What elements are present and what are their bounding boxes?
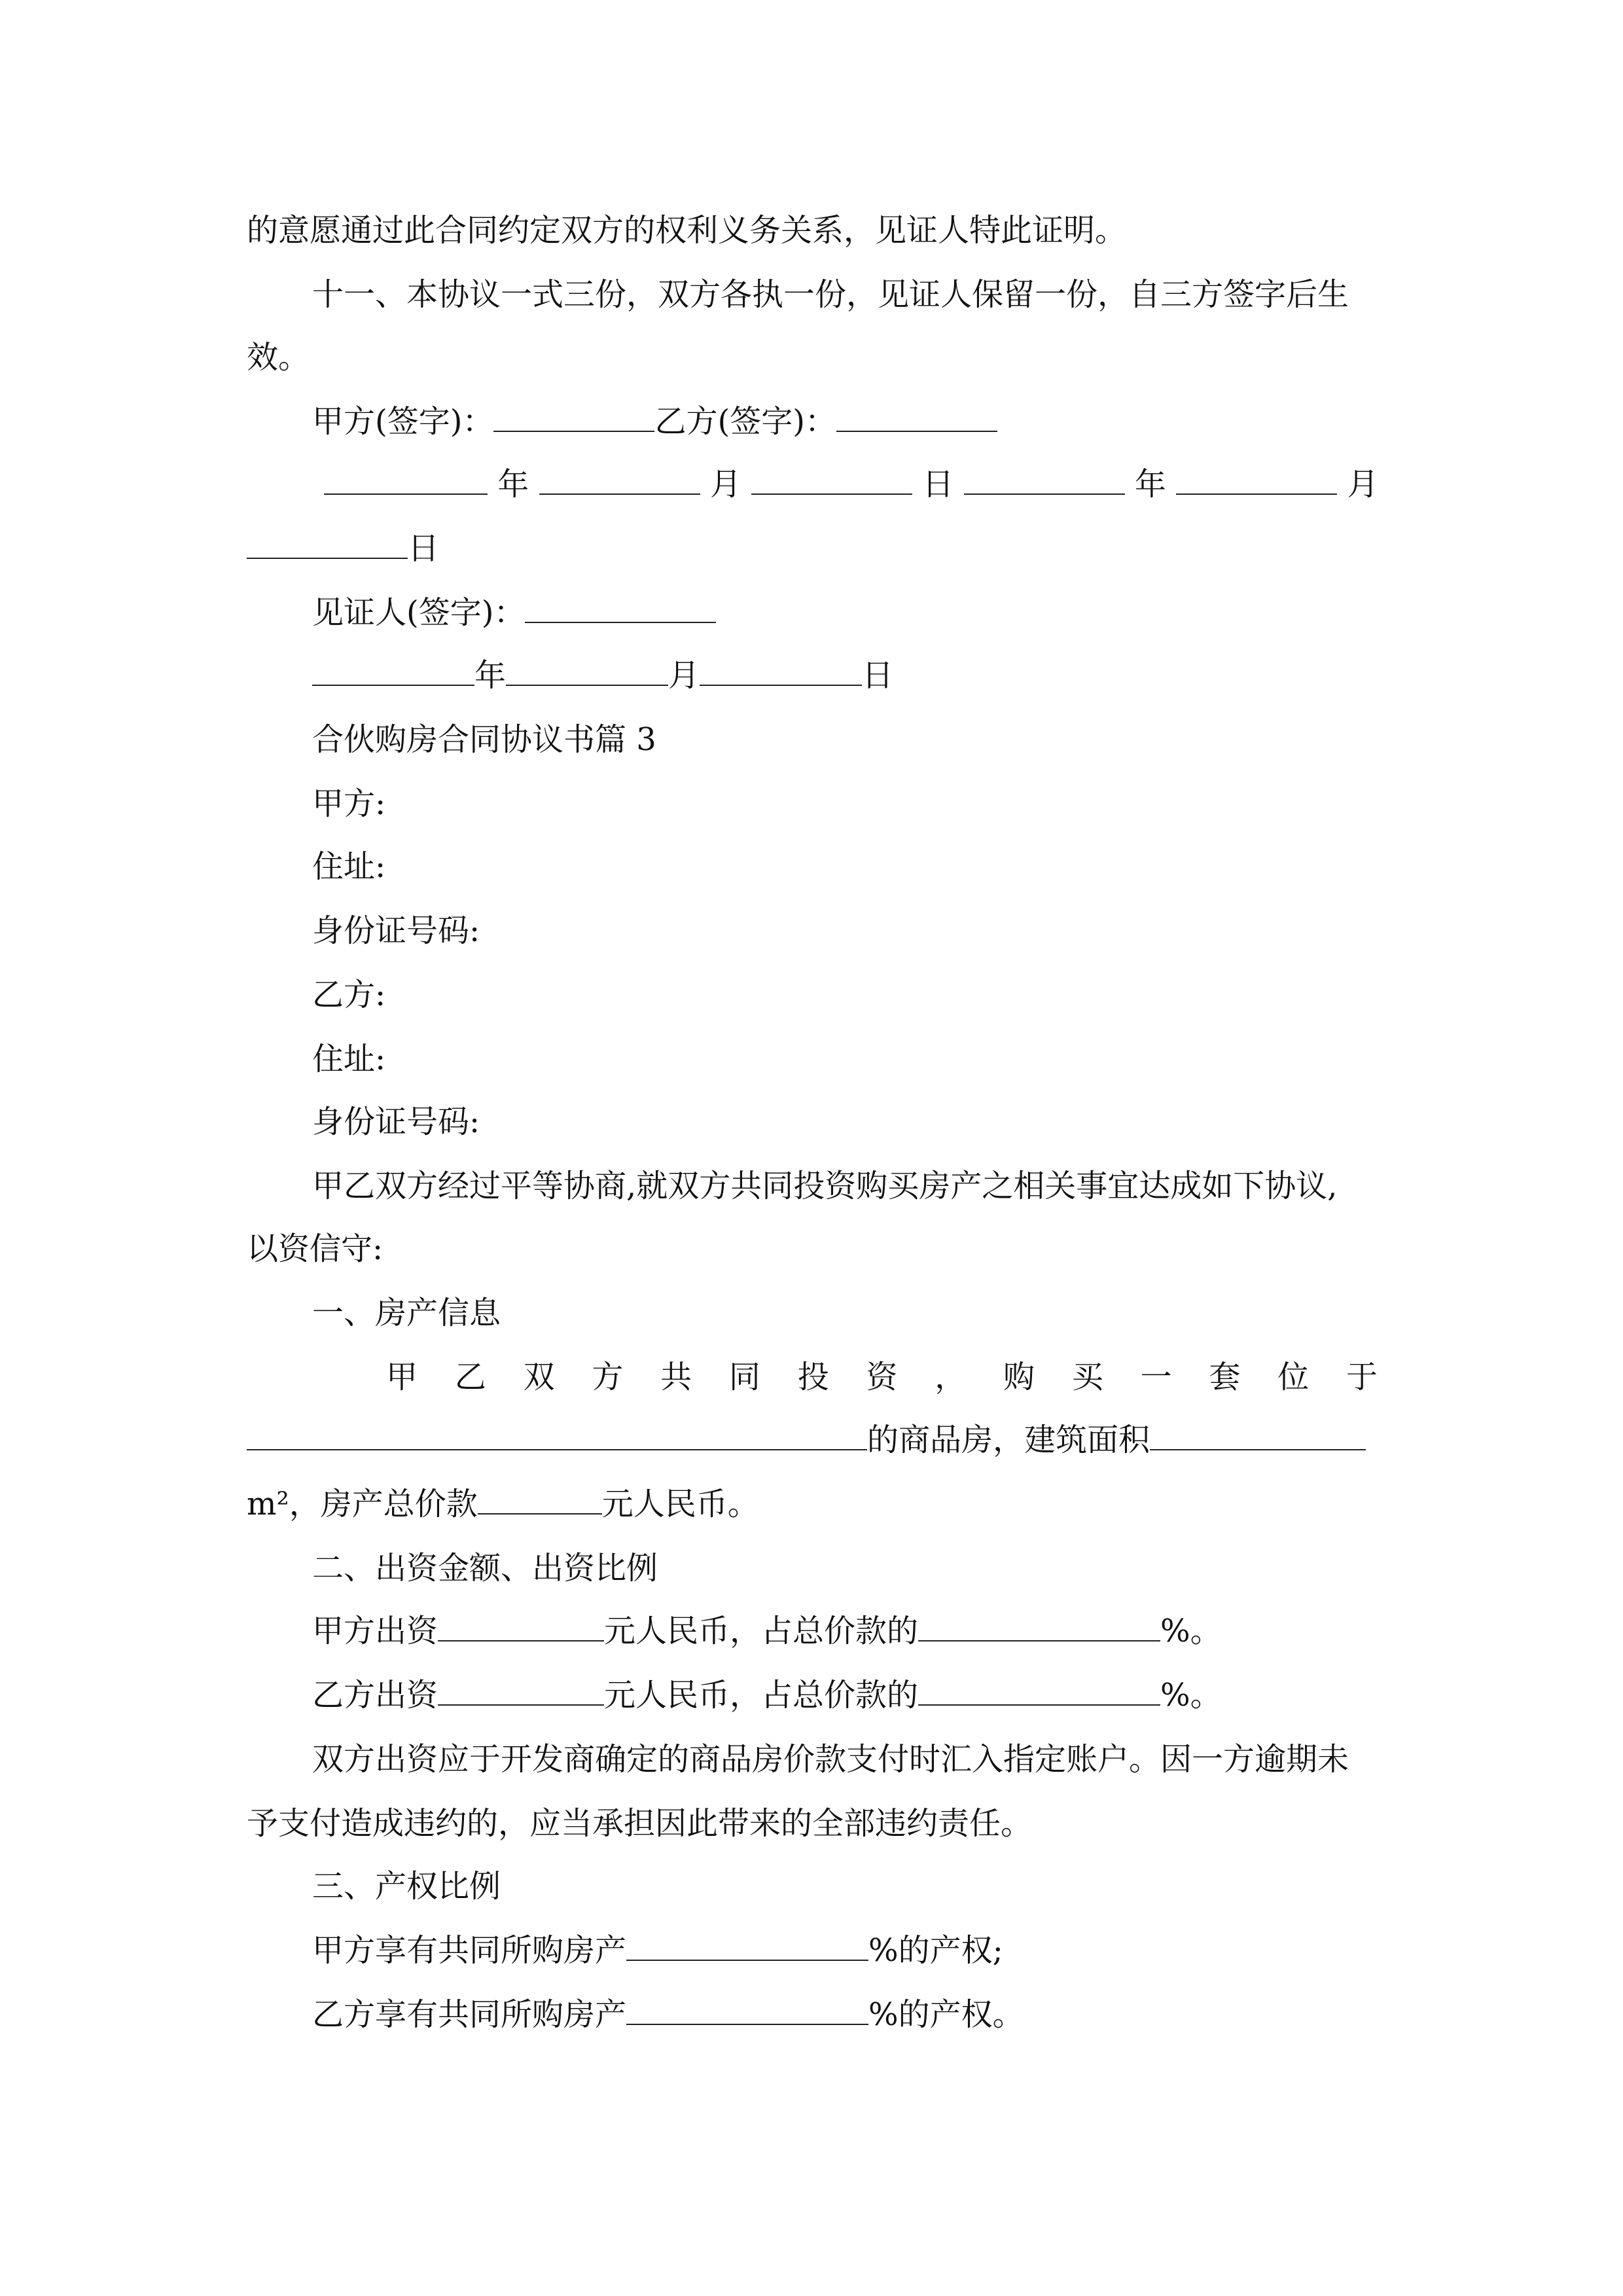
party-a-contribution-mid: 元人民币，占总价款的 bbox=[604, 1613, 919, 1649]
party-a-address-label: 住址: bbox=[312, 848, 386, 885]
clause-eleven-line2: 效。 bbox=[247, 339, 310, 376]
party-a-id-label: 身份证号码: bbox=[312, 912, 480, 949]
party-b-ownership-label: 乙方享有共同所购房产 bbox=[312, 1996, 627, 2033]
date-year-label: 年 bbox=[497, 466, 529, 503]
party-b-contribution-mid: 元人民币，占总价款的 bbox=[604, 1677, 919, 1713]
spread-char: 买 bbox=[1071, 1359, 1103, 1395]
date-year-blank-2[interactable] bbox=[964, 465, 1125, 495]
party-a-ownership-label: 甲方享有共同所购房产 bbox=[312, 1932, 627, 1969]
property-type-text: 的商品房，建筑面积 bbox=[867, 1422, 1150, 1458]
party-b-percent-end: %。 bbox=[1160, 1677, 1222, 1713]
spread-char: 于 bbox=[1346, 1359, 1378, 1395]
witness-day-label: 日 bbox=[862, 657, 894, 694]
party-b-id-label: 身份证号码: bbox=[312, 1103, 480, 1140]
witness-signature-blank[interactable] bbox=[525, 593, 716, 623]
party-b-signature-label: 乙方(签字)： bbox=[654, 403, 836, 440]
party-b-ownership-blank[interactable] bbox=[626, 1995, 868, 2025]
party-a-label: 甲方: bbox=[312, 785, 386, 822]
date-year-blank[interactable] bbox=[324, 465, 488, 495]
intro-line2: 以资信守: bbox=[247, 1230, 383, 1267]
date-day-blank-2[interactable] bbox=[247, 529, 408, 559]
property-price-line bbox=[247, 1484, 1379, 1524]
party-a-signature-label: 甲方(签字)： bbox=[312, 403, 494, 440]
spread-char: 甲 bbox=[386, 1359, 418, 1395]
witness-year-label: 年 bbox=[474, 657, 507, 694]
spread-char: ， bbox=[935, 1359, 967, 1395]
signature-row bbox=[312, 402, 1379, 441]
floor-area-blank[interactable] bbox=[1150, 1420, 1366, 1450]
spread-char: 购 bbox=[1003, 1359, 1035, 1395]
party-a-amount-blank[interactable] bbox=[438, 1611, 604, 1641]
price-currency-text: 元人民币。 bbox=[601, 1486, 759, 1522]
party-b-contribution-line bbox=[312, 1676, 1379, 1715]
party-a-ownership-blank[interactable] bbox=[626, 1931, 868, 1961]
party-a-contribution-label: 甲方出资 bbox=[312, 1613, 438, 1649]
total-price-blank[interactable] bbox=[478, 1484, 602, 1515]
date-month-blank-2[interactable] bbox=[1176, 465, 1337, 495]
party-a-percent-blank[interactable] bbox=[918, 1611, 1160, 1641]
spread-char: 同 bbox=[728, 1359, 760, 1395]
date-day-label: 日 bbox=[922, 466, 954, 503]
party-b-ownership-end: %的产权。 bbox=[868, 1996, 1024, 2033]
intro-line1: 甲乙双方经过平等协商,就双方共同投资购买房产之相关事宜达成如下协议, bbox=[312, 1168, 1338, 1204]
date-month-label-2: 月 bbox=[1347, 466, 1379, 503]
witness-day-blank[interactable] bbox=[700, 656, 862, 686]
section-2-title: 二、出资金额、出资比例 bbox=[312, 1550, 658, 1587]
party-a-ownership-end: %的产权; bbox=[868, 1932, 1003, 1969]
party-b-address-label: 住址: bbox=[312, 1041, 386, 1077]
party-b-amount-blank[interactable] bbox=[438, 1676, 604, 1706]
spread-char: 乙 bbox=[454, 1359, 486, 1395]
section-1-title: 一、房产信息 bbox=[312, 1295, 501, 1331]
spread-char: 投 bbox=[797, 1359, 829, 1395]
spread-char: 双 bbox=[523, 1359, 555, 1395]
paragraph-witness-intent: 的意愿通过此合同约定双方的权利义务关系，见证人特此证明。 bbox=[247, 212, 1127, 249]
signature-date-row-cont bbox=[247, 529, 1379, 568]
date-day-label-2: 日 bbox=[408, 530, 440, 567]
spread-char: 套 bbox=[1209, 1359, 1241, 1395]
payment-line2: 予支付造成违约的，应当承担因此带来的全部违约责任。 bbox=[247, 1805, 1033, 1842]
party-a-ownership-line bbox=[312, 1931, 1379, 1970]
spread-char: 共 bbox=[660, 1359, 692, 1395]
witness-signature-label: 见证人(签字)： bbox=[312, 594, 526, 631]
party-a-percent-end: %。 bbox=[1160, 1613, 1222, 1649]
witness-date-row bbox=[312, 656, 1379, 695]
party-b-contribution-label: 乙方出资 bbox=[312, 1677, 438, 1713]
witness-year-blank[interactable] bbox=[312, 656, 474, 686]
payment-line1: 双方出资应于开发商确定的商品房价款支付时汇入指定账户。因一方逾期未 bbox=[312, 1741, 1349, 1778]
property-location-blank[interactable] bbox=[247, 1420, 867, 1450]
spread-char: 一 bbox=[1140, 1359, 1172, 1395]
area-unit-text: m²，房产总价款 bbox=[247, 1486, 478, 1522]
party-b-percent-blank[interactable] bbox=[918, 1676, 1160, 1706]
section-3-title: 三、产权比例 bbox=[312, 1868, 501, 1905]
spread-char: 位 bbox=[1277, 1359, 1310, 1395]
clause-eleven-line1: 十一、本协议一式三份，双方各执一份，见证人保留一份，自三方签字后生 bbox=[312, 276, 1349, 313]
witness-month-blank[interactable] bbox=[506, 656, 668, 686]
party-b-ownership-line bbox=[312, 1995, 1379, 2034]
party-a-contribution-line bbox=[312, 1611, 1379, 1651]
signature-date-row bbox=[324, 465, 1391, 504]
spread-char: 方 bbox=[592, 1359, 624, 1395]
date-month-label: 月 bbox=[709, 466, 741, 503]
party-b-signature-blank[interactable] bbox=[836, 402, 997, 432]
date-month-blank[interactable] bbox=[539, 465, 700, 495]
section-1-spread-line bbox=[386, 1357, 1378, 1397]
date-year-label-2: 年 bbox=[1134, 466, 1166, 503]
witness-month-label: 月 bbox=[668, 657, 700, 694]
witness-signature-row bbox=[312, 593, 1379, 632]
section-heading-3: 合伙购房合同协议书篇 3 bbox=[312, 721, 656, 758]
property-location-line bbox=[247, 1420, 1379, 1460]
party-b-label: 乙方: bbox=[312, 977, 386, 1013]
spread-char: 资 bbox=[866, 1359, 898, 1395]
date-day-blank[interactable] bbox=[751, 465, 912, 495]
party-a-signature-blank[interactable] bbox=[493, 402, 654, 432]
